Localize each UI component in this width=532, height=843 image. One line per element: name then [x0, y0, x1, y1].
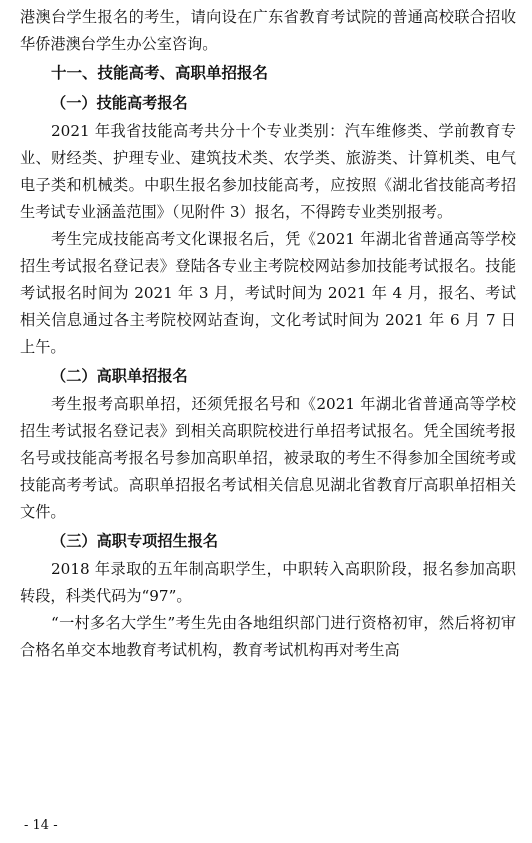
page-number: - 14 - [24, 818, 58, 833]
paragraph-skill-registration: 考生完成技能高考文化课报名后，凭《2021 年湖北省普通高等学校招生考试报名登记表》登陆各专业主考院校网站参加技能考试报名。技能考试报名时间为 2021 年 3 月，考试时间为 2021 年 4 月，报名、考试相关信息通过各主考院校网站查询，文化考试时间为 2021 年 6 月 7 日上午。 [20, 230, 516, 356]
paragraph-single-enrollment: 考生报考高职单招，还须凭报名号和《2021 年湖北省普通高等学校招生考试报名登记表》到相关高职院校进行单招考试报名。凭全国统考报名号或技能高考报名号参加高职单招，被录取的考生不得参加全国统考或技能高考考试。高职单招报名考试相关信息见湖北省教育厅高职单招相关文件。 [20, 395, 516, 521]
paragraph-village-students: “一村多名大学生”考生先由各地组织部门进行资格初审，然后将初审合格名单交本地教育考试机构，教育考试机构再对考生高 [20, 614, 516, 659]
subsection-heading-1: （一）技能高考报名 [51, 94, 188, 112]
paragraph-five-year-program: 2018 年录取的五年制高职学生，中职转入高职阶段，报名参加高职转段，科类代码为“97”。 [20, 560, 516, 605]
subsection-heading-3: （三）高职专项招生报名 [51, 532, 219, 550]
section-heading-11: 十一、技能高考、高职单招报名 [51, 64, 269, 82]
paragraph-skill-categories: 2021 年我省技能高考共分十个专业类别：汽车维修类、学前教育专业、财经类、护理专业、建筑技术类、农学类、旅游类、计算机类、电气电子类和机械类。中职生报名参加技能高考，应按照《湖北省技能高考招生考试专业涵盖范围》（见附件 3）报名，不得跨专业类别报考。 [20, 122, 516, 221]
subsection-heading-2: （二）高职单招报名 [51, 367, 188, 385]
document-body [20, 4, 516, 664]
paragraph-hk-macau-taiwan-note: 港澳台学生报名的考生，请向设在广东省教育考试院的普通高校联合招收华侨港澳台学生办公室咨询。 [20, 8, 516, 53]
